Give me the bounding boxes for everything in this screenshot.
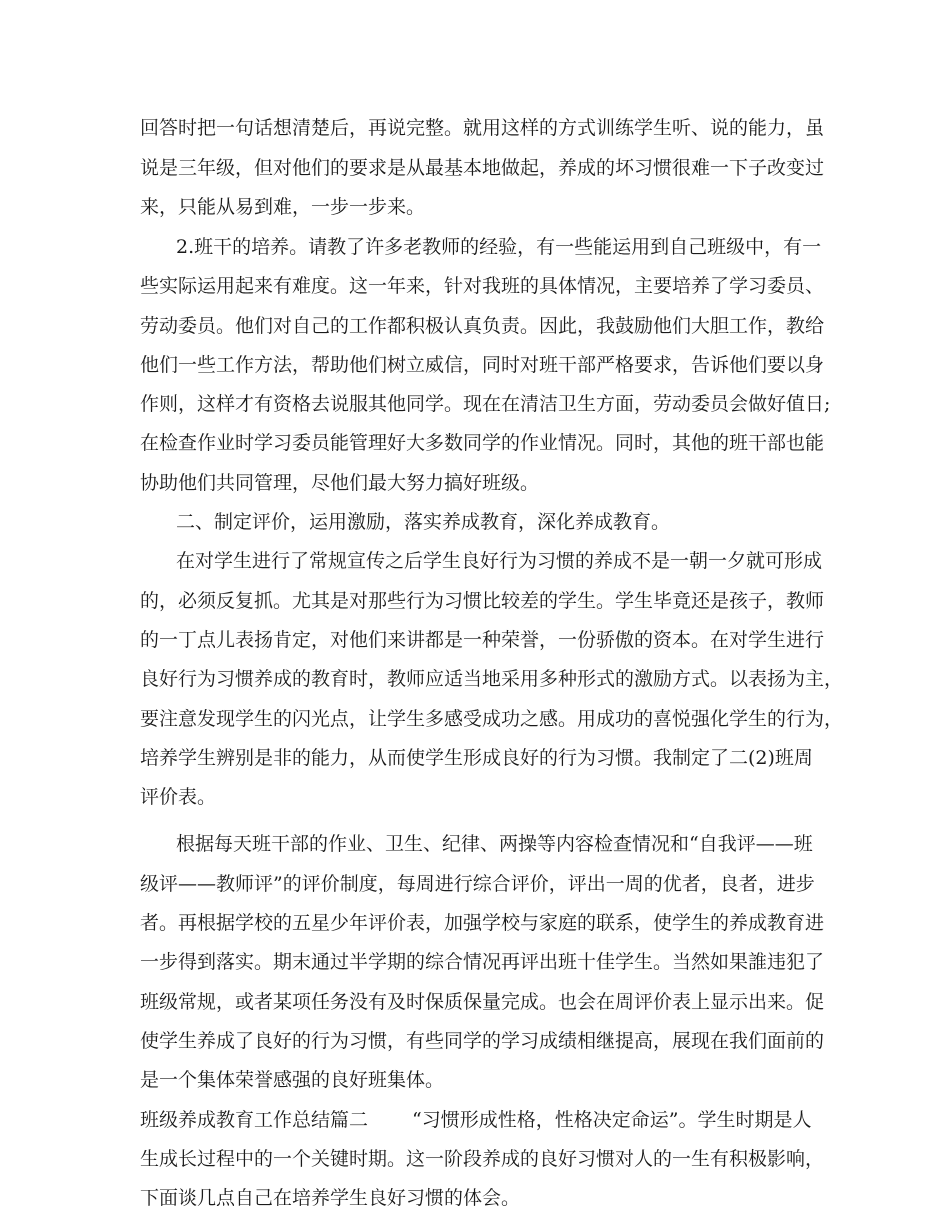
- text-line: 良好行为习惯养成的教育时，教师应适当地采用多种形式的激励方式。以表扬为主，: [140, 668, 844, 690]
- text-line: 要注意发现学生的闪光点，让学生多感受成功之感。用成功的喜悦强化学生的行为，: [140, 708, 844, 730]
- text-line: 评价表。: [140, 786, 217, 808]
- text-line: 的，必须反复抓。尤其是对那些行为习惯比较差的学生。学生毕竟还是孩子，教师: [140, 590, 825, 612]
- text-line: 2.班干的培养。请教了许多老教师的经验，有一些能运用到自己班级中，有一: [176, 236, 822, 258]
- text-line: 是一个集体荣誉感强的良好班集体。: [140, 1069, 445, 1091]
- section-title: 班级养成教育工作总结篇二: [140, 1109, 369, 1131]
- text-line: 来，只能从易到难，一步一步来。: [140, 196, 426, 218]
- text-line: 劳动委员。他们对自己的工作都积极认真负责。因此，我鼓励他们大胆工作，教给: [140, 315, 825, 337]
- text-line: 培养学生辨别是非的能力，从而使学生形成良好的行为习惯。我制定了二(2)班周: [140, 747, 813, 769]
- text-line: 在检查作业时学习委员能管理好大多数同学的作业情况。同时，其他的班干部也能: [140, 432, 825, 454]
- text-line: 在对学生进行了常规宣传之后学生良好行为习惯的养成不是一朝一夕就可形成: [176, 550, 823, 572]
- section-heading: 二、制定评价，运用激励，落实养成教育，深化养成教育。: [176, 511, 671, 533]
- section-first-line: “习惯形成性格，性格决定命运”。学生时期是人: [412, 1109, 812, 1131]
- text-line: 一步得到落实。期末通过半学期的综合情况再评出班十佳学生。当然如果誰违犯了: [140, 951, 825, 973]
- text-line: 下面谈几点自己在培养学生良好习惯的体会。: [140, 1187, 521, 1209]
- text-line: 级评——教师评”的评价制度，每周进行综合评价，评出一周的优者，良者，进步: [140, 873, 815, 895]
- text-line: 的一丁点儿表扬肯定，对他们来讲都是一种荣誉，一份骄傲的资本。在对学生进行: [140, 629, 825, 651]
- section-title-line: [0, 1106, 950, 1134]
- text-line: 根据每天班干部的作业、卫生、纪律、两操等内容检查情况和“自我评——班: [176, 833, 813, 855]
- text-line: 协助他们共同管理，尽他们最大努力搞好班级。: [140, 472, 540, 494]
- text-line: 者。再根据学校的五星少年评价表，加强学校与家庭的联系，使学生的养成教育进: [140, 912, 825, 934]
- text-line: 使学生养成了良好的行为习惯，有些同学的学习成绩相继提高，展现在我们面前的: [140, 1030, 825, 1052]
- text-line: 些实际运用起来有难度。这一年来，针对我班的具体情况，主要培养了学习委员、: [140, 275, 825, 297]
- text-line: 回答时把一句话想清楚后，再说完整。就用这样的方式训练学生听、说的能力，虽: [140, 117, 825, 139]
- text-line: 班级常规，或者某项任务没有及时保质保量完成。也会在周评价表上显示出来。促: [140, 991, 825, 1013]
- text-line: 生成长过程中的一个关键时期。这一阶段养成的良好习惯对人的一生有积极影响，: [140, 1148, 825, 1170]
- text-line: 说是三年级，但对他们的要求是从最基本地做起，养成的坏习惯很难一下子改变过: [140, 157, 825, 179]
- text-line: 作则，这样才有资格去说服其他同学。现在在清洁卫生方面，劳动委员会做好值日;: [140, 393, 831, 415]
- text-line: 他们一些工作方法，帮助他们树立威信，同时对班干部严格要求，告诉他们要以身: [140, 354, 825, 376]
